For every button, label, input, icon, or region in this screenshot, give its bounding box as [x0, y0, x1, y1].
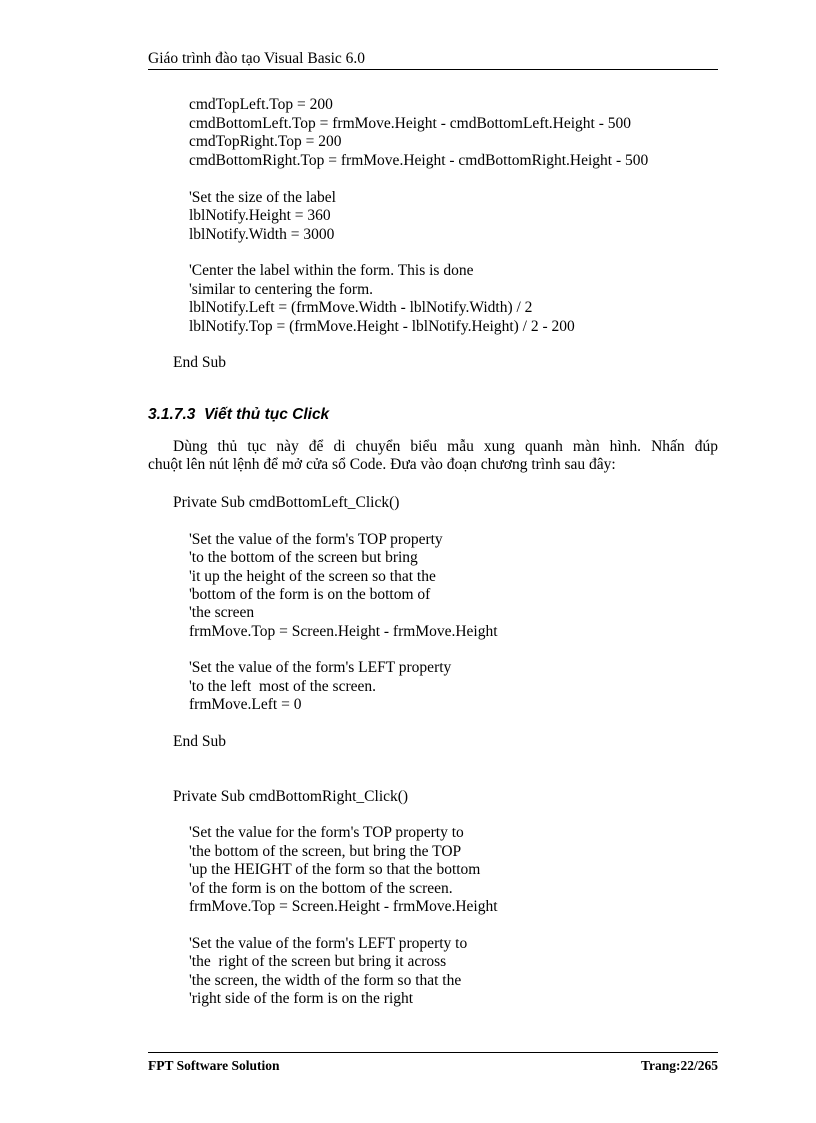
code-comment: 'Set the value of the form's TOP property: [189, 531, 443, 548]
code-comment: 'to the bottom of the screen but bring: [189, 549, 418, 566]
code-line: lblNotify.Top = (frmMove.Height - lblNotify.Height) / 2 - 200: [189, 318, 575, 335]
code-line: lblNotify.Height = 360: [189, 207, 331, 224]
code-line: lblNotify.Width = 3000: [189, 226, 335, 243]
section-heading: 3.1.7.3 Viết thủ tục Click: [148, 406, 330, 423]
code-comment: 'bottom of the form is on the bottom of: [189, 586, 431, 603]
code-comment: 'up the HEIGHT of the form so that the bottom: [189, 861, 481, 878]
code-line: cmdTopRight.Top = 200: [189, 133, 342, 150]
code-line: lblNotify.Left = (frmMove.Width - lblNotify.Width) / 2: [189, 299, 533, 316]
code-comment: 'Set the value for the form's TOP property to: [189, 824, 464, 841]
header-title: Giáo trình đào tạo Visual Basic 6.0: [148, 50, 366, 67]
code-comment: 'the right of the screen but bring it across: [189, 953, 447, 970]
code-line: frmMove.Top = Screen.Height - frmMove.Height: [189, 898, 498, 915]
code-line: cmdTopLeft.Top = 200: [189, 96, 333, 113]
code-line: End Sub: [173, 733, 226, 750]
code-comment: 'it up the height of the screen so that the: [189, 568, 436, 585]
code-comment: 'Center the label within the form. This is done: [189, 262, 474, 279]
code-line: Private Sub cmdBottomLeft_Click(): [173, 494, 400, 511]
code-line: cmdBottomLeft.Top = frmMove.Height - cmdBottomLeft.Height - 500: [189, 115, 632, 132]
code-comment: 'similar to centering the form.: [189, 281, 374, 298]
footer-divider: [148, 1052, 718, 1053]
code-line: Private Sub cmdBottomRight_Click(): [173, 788, 409, 805]
footer-company: FPT Software Solution: [148, 1058, 280, 1073]
code-line: frmMove.Left = 0: [189, 696, 302, 713]
code-comment: 'the screen: [189, 604, 255, 621]
code-comment: 'the screen, the width of the form so that the: [189, 972, 462, 989]
code-comment: 'of the form is on the bottom of the screen.: [189, 880, 453, 897]
code-line: End Sub: [173, 354, 226, 371]
paragraph-line: chuột lên nút lệnh để mở cửa sổ Code. Đưa vào đoạn chương trình sau đây:: [148, 456, 616, 473]
code-comment: 'the bottom of the screen, but bring the TOP: [189, 843, 462, 860]
code-comment: 'Set the value of the form's LEFT property: [189, 659, 452, 676]
paragraph-line: Dùng thủ tục này để di chuyển biểu mẫu xung quanh màn hình. Nhấn đúp: [173, 438, 718, 455]
code-comment: 'right side of the form is on the right: [189, 990, 414, 1007]
code-line: frmMove.Top = Screen.Height - frmMove.Height: [189, 623, 498, 640]
code-comment: 'Set the size of the label: [189, 189, 336, 206]
code-comment: 'to the left most of the screen.: [189, 678, 377, 695]
page-number: Trang:22/265: [641, 1058, 718, 1073]
page-header: [148, 50, 718, 70]
code-comment: 'Set the value of the form's LEFT property to: [189, 935, 468, 952]
code-line: cmdBottomRight.Top = frmMove.Height - cmdBottomRight.Height - 500: [189, 152, 649, 169]
